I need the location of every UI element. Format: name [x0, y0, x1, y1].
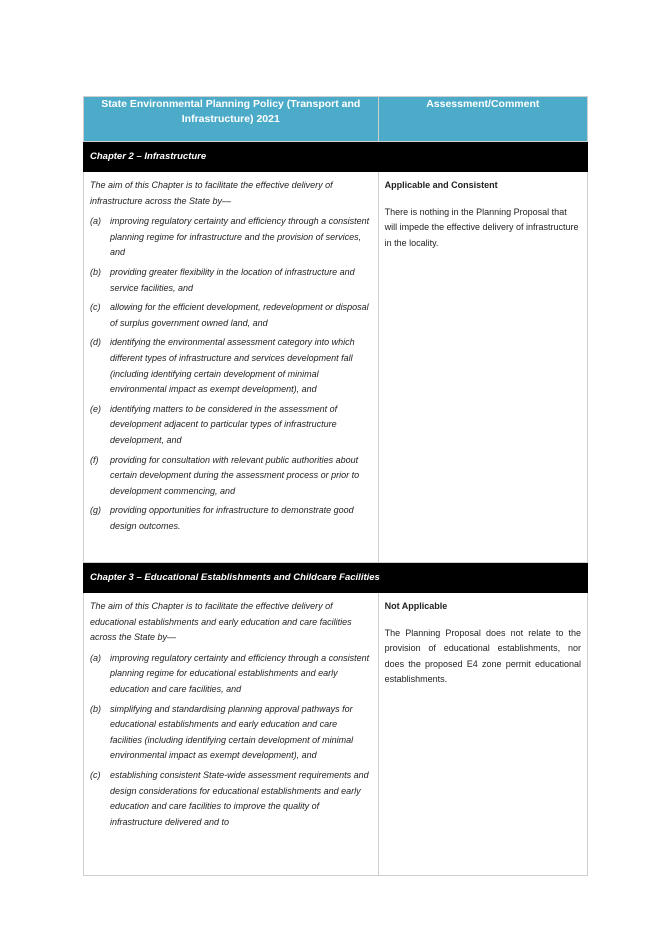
aim-label: (c): [90, 769, 101, 780]
aim-text: simplifying and standardising planning approval pathways for educational establishments and early education and care facilities (including identifying certain development of minimal environmental impact as exempt development), and: [110, 703, 354, 761]
aim-item: [90, 300, 372, 331]
assessment-verdict: Applicable and Consistent: [384, 180, 498, 190]
assessment-verdict: Not Applicable: [384, 601, 448, 611]
aim-item: [90, 214, 372, 261]
chapter-3-aims: [84, 593, 379, 876]
assessment-comment: The Planning Proposal does not relate to the provision of educational establishments, nor does the proposed E4 zone permit educational establishments.: [384, 627, 581, 685]
aim-label: (d): [90, 337, 101, 348]
aim-label: (e): [90, 403, 101, 414]
header-assessment-comment: Assessment/Comment: [378, 97, 587, 142]
chapter-3-assessment: [378, 593, 587, 876]
aim-item: [90, 453, 372, 500]
aim-item: [90, 651, 372, 698]
aim-text: improving regulatory certainty and efficiency through a consistent planning regime for infrastructure and the provision of services, and: [110, 216, 370, 258]
aim-item: [90, 503, 372, 534]
aim-text: identifying the environmental assessment category into which different types of infrastructure and services development fall (including identifying certain development of minimal environmental impact as exempt development), and: [110, 337, 355, 395]
assessment-comment: There is nothing in the Planning Proposal that will impede the effective delivery of infrastructure in the locality.: [384, 206, 579, 248]
aim-label: (b): [90, 266, 101, 277]
chapter-heading-row: [84, 142, 588, 172]
chapter-2-intro: The aim of this Chapter is to facilitate the effective delivery of infrastructure across the State by—: [90, 180, 333, 206]
aim-label: (b): [90, 703, 101, 714]
aim-item: [90, 265, 372, 296]
policy-assessment-table: [83, 96, 588, 876]
chapter-3-heading: Chapter 3 – Educational Establishments and Childcare Facilities: [84, 563, 588, 593]
aim-label: (a): [90, 216, 101, 227]
chapter-heading-row: [84, 563, 588, 593]
aim-item: [90, 702, 372, 764]
table-header-row: [84, 97, 588, 142]
aim-text: providing greater flexibility in the location of infrastructure and service facilities, and: [110, 266, 355, 293]
aim-label: (a): [90, 652, 101, 663]
header-policy-title: State Environmental Planning Policy (Transport and Infrastructure) 2021: [84, 97, 379, 142]
aim-text: establishing consistent State-wide assessment requirements and design considerations for educational establishments and early education and care facilities to improve the quality of infrastructure delivered and to: [110, 769, 369, 827]
table-row: [84, 593, 588, 876]
aim-label: (g): [90, 505, 101, 516]
chapter-3-intro: The aim of this Chapter is to facilitate the effective delivery of educational establishments and early education and care facilities across the State by—: [90, 601, 352, 643]
aim-text: improving regulatory certainty and efficiency through a consistent planning regime for educational establishments and early education and care facilities, and: [110, 652, 370, 694]
aim-item: [90, 768, 372, 830]
aim-label: (c): [90, 302, 101, 313]
chapter-2-assessment: [378, 172, 587, 563]
aim-item: [90, 335, 372, 397]
aim-label: (f): [90, 454, 99, 465]
aim-text: providing for consultation with relevant public authorities about certain development during the assessment process or prior to development commencing, and: [110, 454, 360, 496]
table-row: [84, 172, 588, 563]
chapter-2-aims: [84, 172, 379, 563]
aim-text: identifying matters to be considered in the assessment of development adjacent to particular types of infrastructure development, and: [110, 403, 338, 445]
aim-text: allowing for the efficient development, redevelopment or disposal of surplus government owned land, and: [110, 302, 369, 328]
aim-item: [90, 402, 372, 449]
aim-text: providing opportunities for infrastructure to demonstrate good design outcomes.: [110, 505, 354, 531]
chapter-2-heading: Chapter 2 – Infrastructure: [84, 142, 588, 172]
